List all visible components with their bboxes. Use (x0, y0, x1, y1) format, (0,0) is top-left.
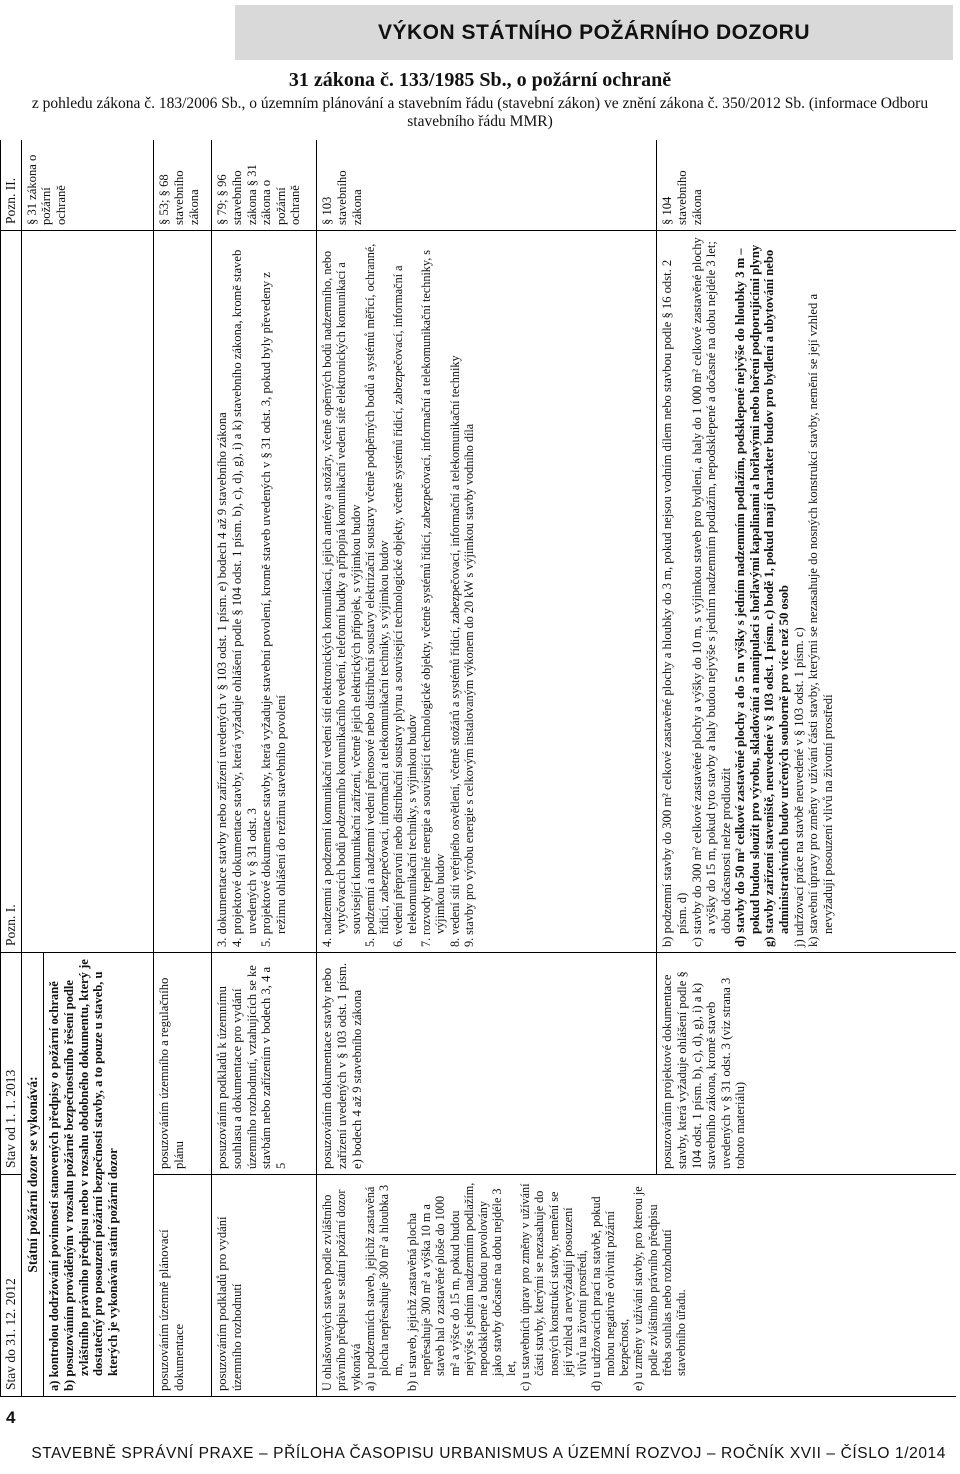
row5-note-item: k) stavební úpravy pro změny v užívání části stavby, kterými se nezasahuje do nosných konstrukcí stavby, nemění se její vzhled a nevyžadují posouzení vlivů na životní prostředí (806, 293, 835, 947)
row4-note-item: 8. vedení sítí veřejného osvětlení, včetně stožárů a systémů řídicí, zabezpečovací, informační a telekomunikační techniky (447, 355, 462, 947)
subheader-row (21, 140, 44, 1397)
rotated-table-frame (0, 140, 956, 1397)
row5-ref: § 104 stavebního zákona (657, 140, 956, 231)
header-before: Stav do 31. 12. 2012 (1, 1175, 22, 1397)
empty-cell (21, 231, 154, 953)
row4-before (317, 1175, 956, 1397)
header-row (1, 140, 22, 1397)
row4-note-item: 6. vedení přepravní nebo distribuční soustavy plynu a související technologické objekty, včetně systémů řídicí, zabezpečovací, informační a telekomunikační techniky, s výjimkou budov (391, 265, 420, 947)
row4-note-item: 5. podzemní a nadzemní vedení přenosové nebo distribuční soustavy elektrizační soustavy včetně podpěrných bodů a systémů měřicí, ochranné, řídicí, zabezpečovací, informační a telekomunikační techniky, s výjimkou budov (362, 243, 391, 947)
row5-after: posuzováním projektové dokumentace stavby, která vyžaduje ohlášení podle § 104 odst. 1 písm. b), c), d), g), i) a k) stavebního zákona, kromě staveb uvedených v § 31 odst. 3 (viz strana 3 tohoto materiálu) (657, 953, 956, 1175)
page-title: VÝKON STÁTNÍHO POŽÁRNÍHO DOZORU (377, 20, 810, 44)
row5-note-item: j) udržovací práce na stavbě neuvedené v § 103 odst. 1 písm. c) (791, 627, 806, 947)
row4-item: d) u udržovacích prací na stavbě, pokud mohou negativně ovlivnit požární bezpečnost, (588, 1196, 632, 1391)
row5-note (657, 231, 956, 953)
header-note2: Pozn. II. (1, 140, 22, 231)
law-title: 31 zákona č. 133/1985 Sb., o požární ochraně (288, 69, 672, 91)
row3-ref: § 79; § 96 stavebního zákona § 31 zákona o požární ochraně (212, 140, 317, 231)
row4-item: e) u změny v užívání stavby, pro kterou je podle zvláštního právního předpisu třeba souhlas nebo rozhodnutí stavebního úřadu. (631, 1186, 688, 1391)
row4-note-item: 4. nadzemní a podzemní komunikační vedení sítí elektronických komunikací, jejich antény a stožáry, včetně opěrných bodů nadzemního, nebo vytyčovacích bodů podzemního komunikačního vedení, telefonní budky a přípojná komunikační vedení sítě elektronických komunikací a související komunikační zařízení, včetně jejich elektrických přípojek, s výjimkou budov (320, 250, 363, 947)
row2-before: posuzováním územně plánovací dokumentace (154, 1175, 212, 1397)
row3-note-item: 4. projektové dokumentace stavby, která vyžaduje ohlášení podle § 104 odst. 1 písm. b), c), d), g), i) a k) stavebního zákona, kromě staveb uvedených v § 31 odst. 3 (229, 249, 259, 947)
row3-note-item: 5. projektové dokumentace stavby, která vyžaduje stavební povolení, kromě staveb uvedených v § 31 odst. 3, pokud byly převedeny z režimu ohlášení do režimu stavebního povolení (259, 272, 288, 947)
rotated-table (0, 140, 956, 1397)
row5-note-item: g) stavby zařízení staveniště, neuvedené v § 103 odst. 1 písm. c) bodě 1, pokud mají charakter budov pro bydlení a ubytování nebo administrativních budov určených souborně pro více než 50 osob (762, 249, 792, 947)
subheader-cell: Státní požární dozor se vykonává: (21, 953, 44, 1397)
table-row (154, 140, 212, 1397)
page-number: 4 (6, 1408, 16, 1427)
header-note1: Pozn. I. (1, 231, 22, 953)
row2-after: posuzováním územního a regulačního plánu (154, 953, 212, 1175)
row4-note (317, 231, 657, 953)
row3-note-item: 3. dokumentace stavby nebo zařízení uvedených v § 103 odst. 1 písm. e) bodech 4 až 9 stavebního zákona (215, 412, 230, 947)
header-after: Stav od 1. 1. 2013 (1, 953, 22, 1175)
row4-intro: U ohlašovaných staveb podle zvláštního právního předpisu se státní požární dozor vykonává (320, 1189, 363, 1391)
row4-note-item: 7. rozvody tepelné energie a související technologické objekty, včetně systémů řídicí, zabezpečovací, informační a telekomunikační techniky, s výjimkou budov (419, 249, 448, 947)
row3-before: posuzováním podkladů pro vydání územního rozhodnutí (212, 1175, 317, 1397)
row3-after: posuzováním podkladů k územnímu souhlasu a dokumentace pro vydání územního rozhodnutí, vztahujících se ke stavbám nebo zařízením v bodech 3, 4 a 5 (212, 953, 317, 1175)
footer-text: STAVEBNĚ SPRÁVNÍ PRAXE – PŘÍLOHA ČASOPISU URBANISMUS A ÚZEMNÍ ROZVOJ – ROČNÍK XVII – ČÍSLO 1/2014 (31, 1445, 946, 1462)
title-box (235, 5, 953, 60)
row5-note-item: d) stavby do 50 m² celkové zastavěné plochy a do 5 m výšky s jedním nadzemním podlažím, podsklepené nejvýše do hloubky 3 m – pokud budou sloužit pro výrobu, skladování a manipulaci s hořlavými kapalinami a hořlavými nebo hoření podporujícími plyny (733, 244, 762, 947)
row1-ref: § 31 zákona o požární ochraně (21, 140, 154, 231)
row4-item: a) u podzemních staveb, jejichž zastavěná plocha nepřesahuje 300 m² a hloubka 3 m, (362, 1184, 406, 1391)
comparison-table (0, 140, 956, 1397)
row1-item-b: b) posuzováním prováděným v rozsahu požárně bezpečnostního řešení podle zvláštního právního předpisu nebo v rozsahu obdobného dokumentu, který je dostatečný pro posouzení požární bezpečnosti stavby, a to pouze u staveb, u kterých je vykonáván státní požární dozor (61, 959, 120, 1391)
row4-item: c) u stavebních úprav pro změny v užívání části stavby, kterými se nezasahuje do nosných konstrukcí stavby, nemění se její vzhled a nevyžadují posouzení vlivů na životní prostředí, (518, 1183, 589, 1391)
row2-ref: § 53; § 68 stavebního zákona (154, 140, 212, 231)
row4-ref: § 103 stavebního zákona (317, 140, 657, 231)
row4-item: b) u staveb, jejichž zastavěná plocha nepřesahuje 300 m² a výška 10 m a staveb hal o zastavěné ploše do 1000 m² a výšce do 15 m, pokud budou nejvýše s jedním nadzemním podlažím, nepodsklepené a budou povolovány jako stavby dočasné na dobu nejdéle 3 let, (405, 1182, 519, 1391)
row1-item-a: a) kontrolou dodržování povinností stanovených předpisy o požární ochraně (47, 981, 62, 1391)
row5-note-item: b) podzemní stavby do 300 m² celkové zastavěné plochy a hloubky do 3 m, pokud nejsou vodním dílem nebo stavbou podle § 16 odst. 2 písm. d) (660, 259, 689, 947)
empty-cell (154, 231, 212, 953)
row4-note-item: 9. stavby pro výrobu energie s celkovým instalovaným výkonem do 20 kW s výjimkou stavby vodního díla (461, 423, 476, 947)
table-row (317, 140, 657, 1397)
row5-note-item: c) stavby do 300 m² celkové zastavěné plochy a výšky do 10 m, s výjimkou staveb pro bydlení, a haly do 1 000 m² celkové zastavěné plochy a výšky do 15 m, pokud tyto stavby a haly budou nejvýše s jedním nadzemním podlažím, nepodsklepené a dočasné na dobu nejdéle 3 let; dobu dočasnosti nelze prodloužit (689, 237, 733, 947)
law-subtitle: z pohledu zákona č. 183/2006 Sb., o územním plánování a stavebním řádu (stavební zákon) ve znění zákona č. 350/2012 Sb. (informace Odboru stavebního řádu MMR) (31, 95, 929, 130)
row1-text (44, 953, 154, 1397)
row3-note (212, 231, 317, 953)
table-row (212, 140, 317, 1397)
row4-after: posuzováním dokumentace stavby nebo zařízení uvedených v § 103 odst. 1 písm. e) bodech 4 až 9 stavebního zákona (317, 953, 657, 1175)
